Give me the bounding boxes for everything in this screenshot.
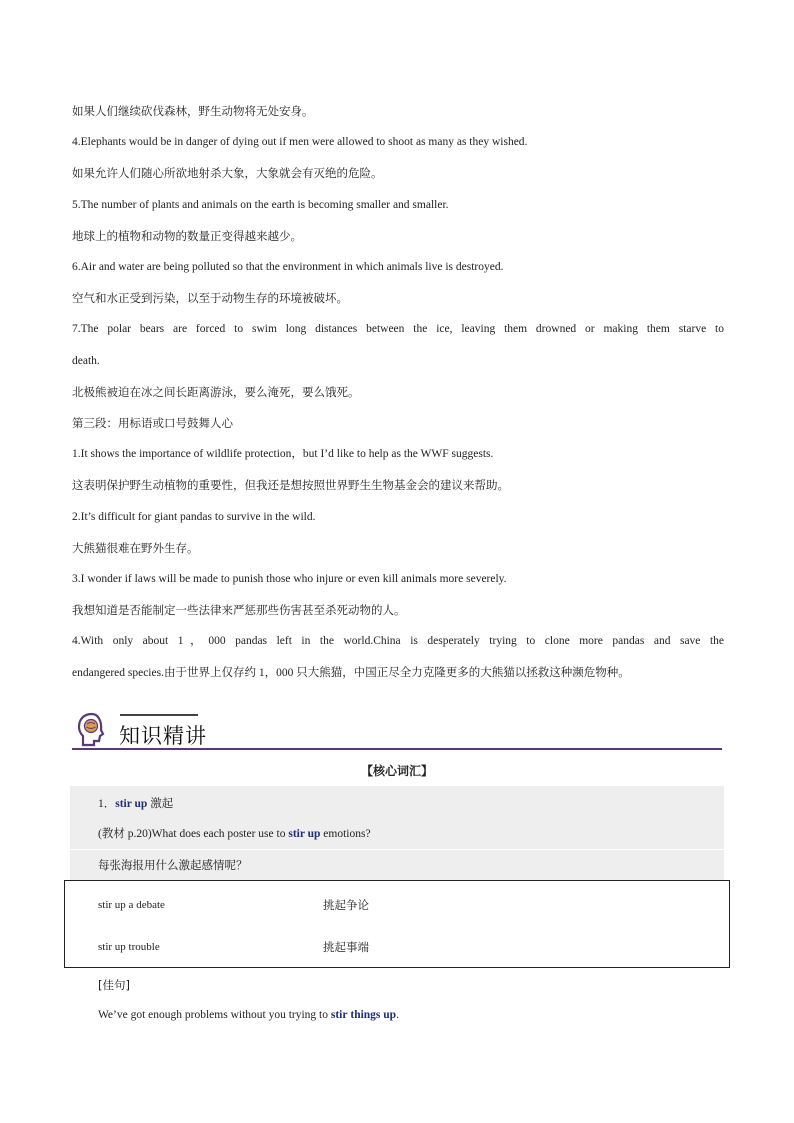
text-line: 2.It’s difficult for giant pandas to survive in the wild. [72, 511, 316, 523]
section-title: 【核心词汇】 [360, 764, 433, 778]
source-prefix: (教材 p.20)What does each poster use to [98, 828, 289, 840]
text-line: 空气和水正受到污染，以至于动物生存的环境被破坏。 [72, 291, 348, 305]
source-term: stir up [288, 828, 321, 840]
banner-rule [72, 748, 722, 750]
text-line: 北极熊被迫在冰之间长距离游泳，要么淹死，要么饿死。 [72, 385, 360, 399]
vocab-term: stir up [115, 798, 148, 810]
text-line: 4.With only about 1，000 pandas left in the world.China is desperately trying to clone more pandas and save the [72, 635, 724, 647]
vocab-number: 1． [98, 798, 116, 810]
phrase-table [64, 880, 730, 968]
text-line: 4.Elephants would be in danger of dying out if men were allowed to shoot as many as they wished. [72, 136, 528, 148]
phrase-zh: 挑起争论 [323, 898, 369, 912]
text-line: 5.The number of plants and animals on the earth is becoming smaller and smaller. [72, 199, 449, 211]
divider [70, 849, 724, 850]
text-line: 7.The polar bears are forced to swim long distances between the ice, leaving them drowned or making them starve to [72, 323, 724, 335]
text-line: 1.It shows the importance of wildlife protection，but I’d like to help as the WWF suggests. [72, 448, 494, 460]
source-suffix: emotions? [320, 828, 371, 840]
example-keyword: stir [330, 1009, 348, 1021]
phrase-en: stir up trouble [98, 941, 160, 953]
phrase-zh: 挑起事端 [323, 940, 369, 954]
text-line: 这表明保护野生动植物的重要性，但我还是想按照世界野生生物基金会的建议来帮助。 [72, 478, 509, 492]
example-keyword: up [383, 1009, 397, 1021]
banner-top-rule [120, 714, 198, 716]
example-suffix: . [396, 1009, 399, 1021]
text-line: endangered species.由于世界上仅存约 1，000 只大熊猫，中国正尽全力克隆更多的大熊猫以拯救这种濒危物种。 [72, 667, 630, 679]
banner-title: 知识精讲 [119, 724, 207, 748]
phrase-en: stir up a debate [98, 899, 165, 911]
brain-head-icon [76, 712, 108, 748]
text-line: 如果人们继续砍伐森林，野生动物将无处安身。 [72, 104, 314, 118]
vocab-source [98, 827, 750, 841]
text-line: 我想知道是否能制定一些法律来严惩那些伤害甚至杀死动物的人。 [72, 603, 406, 617]
example-sentence [98, 1008, 750, 1022]
example-prefix: We’ve got enough problems without you trying to [98, 1009, 331, 1021]
text-line: 6.Air and water are being polluted so that the environment in which animals live is destroyed. [72, 261, 504, 273]
text-line: 地球上的植物和动物的数量正变得越来越少。 [72, 229, 302, 243]
paragraph-heading: 第三段：用标语或口号鼓舞人心 [72, 416, 233, 430]
text-line: 如果允许人们随心所欲地射杀大象，大象就会有灭绝的危险。 [72, 166, 383, 180]
text-line: 3.I wonder if laws will be made to punish those who injure or even kill animals more severely. [72, 573, 507, 585]
vocab-meaning: 激起 [150, 796, 174, 810]
vocab-translation: 每张海报用什么激起感情呢？ [98, 858, 248, 872]
text-line: death. [72, 355, 100, 367]
example-keyword: things [350, 1009, 381, 1021]
section-banner [72, 710, 722, 752]
text-line: 大熊猫很难在野外生存。 [72, 541, 199, 555]
example-label: [佳句] [98, 978, 130, 992]
vocab-entry [98, 796, 750, 811]
